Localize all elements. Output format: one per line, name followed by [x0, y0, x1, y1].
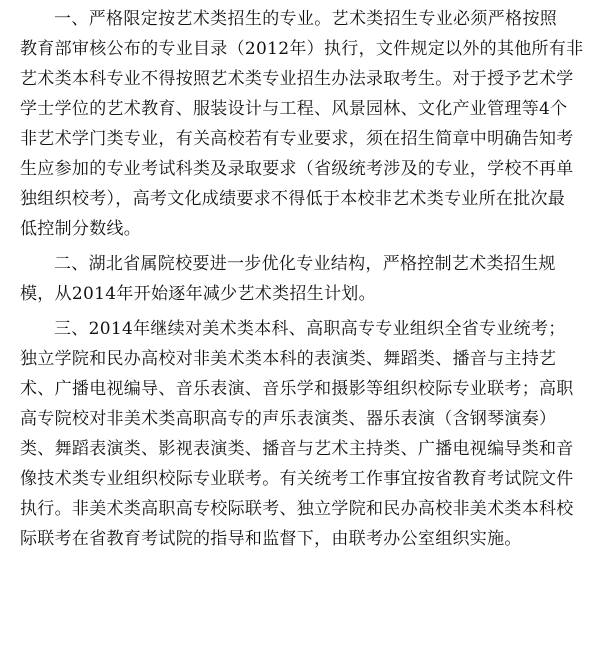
text-line: 生应参加的专业考试科类及录取要求（省级统考涉及的专业，学校不再单: [20, 159, 574, 179]
text-line: 模，从2014年开始逐年减少艺术类招生计划。: [20, 284, 376, 304]
text-line: 类、舞蹈表演类、影视表演类、播音与艺术主持类、广播电视编导类和音: [20, 439, 574, 459]
text-line: 高专院校对非美术类高职高专的声乐表演类、器乐表演（含钢琴演奏）: [20, 409, 557, 429]
paragraph-2: [20, 249, 601, 309]
text-line: 像技术类专业组织校际专业联考。有关统考工作事宜按省教育考试院文件: [20, 469, 574, 489]
paragraph-3: [20, 314, 601, 554]
text-line: 际联考在省教育考试院的指导和监督下，由联考办公室组织实施。: [20, 529, 522, 549]
text-line: 一、严格限定按艺术类招生的专业。艺术类招生专业必须严格按照: [54, 9, 558, 29]
text-line: 独立学院和民办高校对非美术类本科的表演类、舞蹈类、播音与主持艺: [20, 349, 557, 369]
text-line: 低控制分数线。: [20, 219, 142, 239]
text-line: 三、2014年继续对美术类本科、高职高专专业组织全省专业统考；: [54, 319, 566, 339]
text-line: 术、广播电视编导、音乐表演、音乐学和摄影等组织校际专业联考；高职: [20, 379, 574, 399]
text-line: 二、湖北省属院校要进一步优化专业结构，严格控制艺术类招生规: [54, 254, 556, 274]
text-line: 教育部审核公布的专业目录（2012年）执行，文件规定以外的其他所有非: [20, 39, 584, 59]
text-line: 非艺术学门类专业，有关高校若有专业要求，须在招生简章中明确告知考: [20, 129, 574, 149]
paragraph-1: [20, 4, 601, 244]
text-line: 独组织校考），高考文化成绩要求不得低于本校非艺术类专业所在批次最: [20, 189, 566, 209]
text-line: 艺术类本科专业不得按照艺术类专业招生办法录取考生。对于授予艺术学: [20, 69, 574, 89]
text-line: 执行。非美术类高职高专校际联考、独立学院和民办高校非美术类本科校: [20, 499, 574, 519]
text-line: 学士学位的艺术教育、服装设计与工程、风景园林、文化产业管理等4个: [20, 99, 568, 119]
